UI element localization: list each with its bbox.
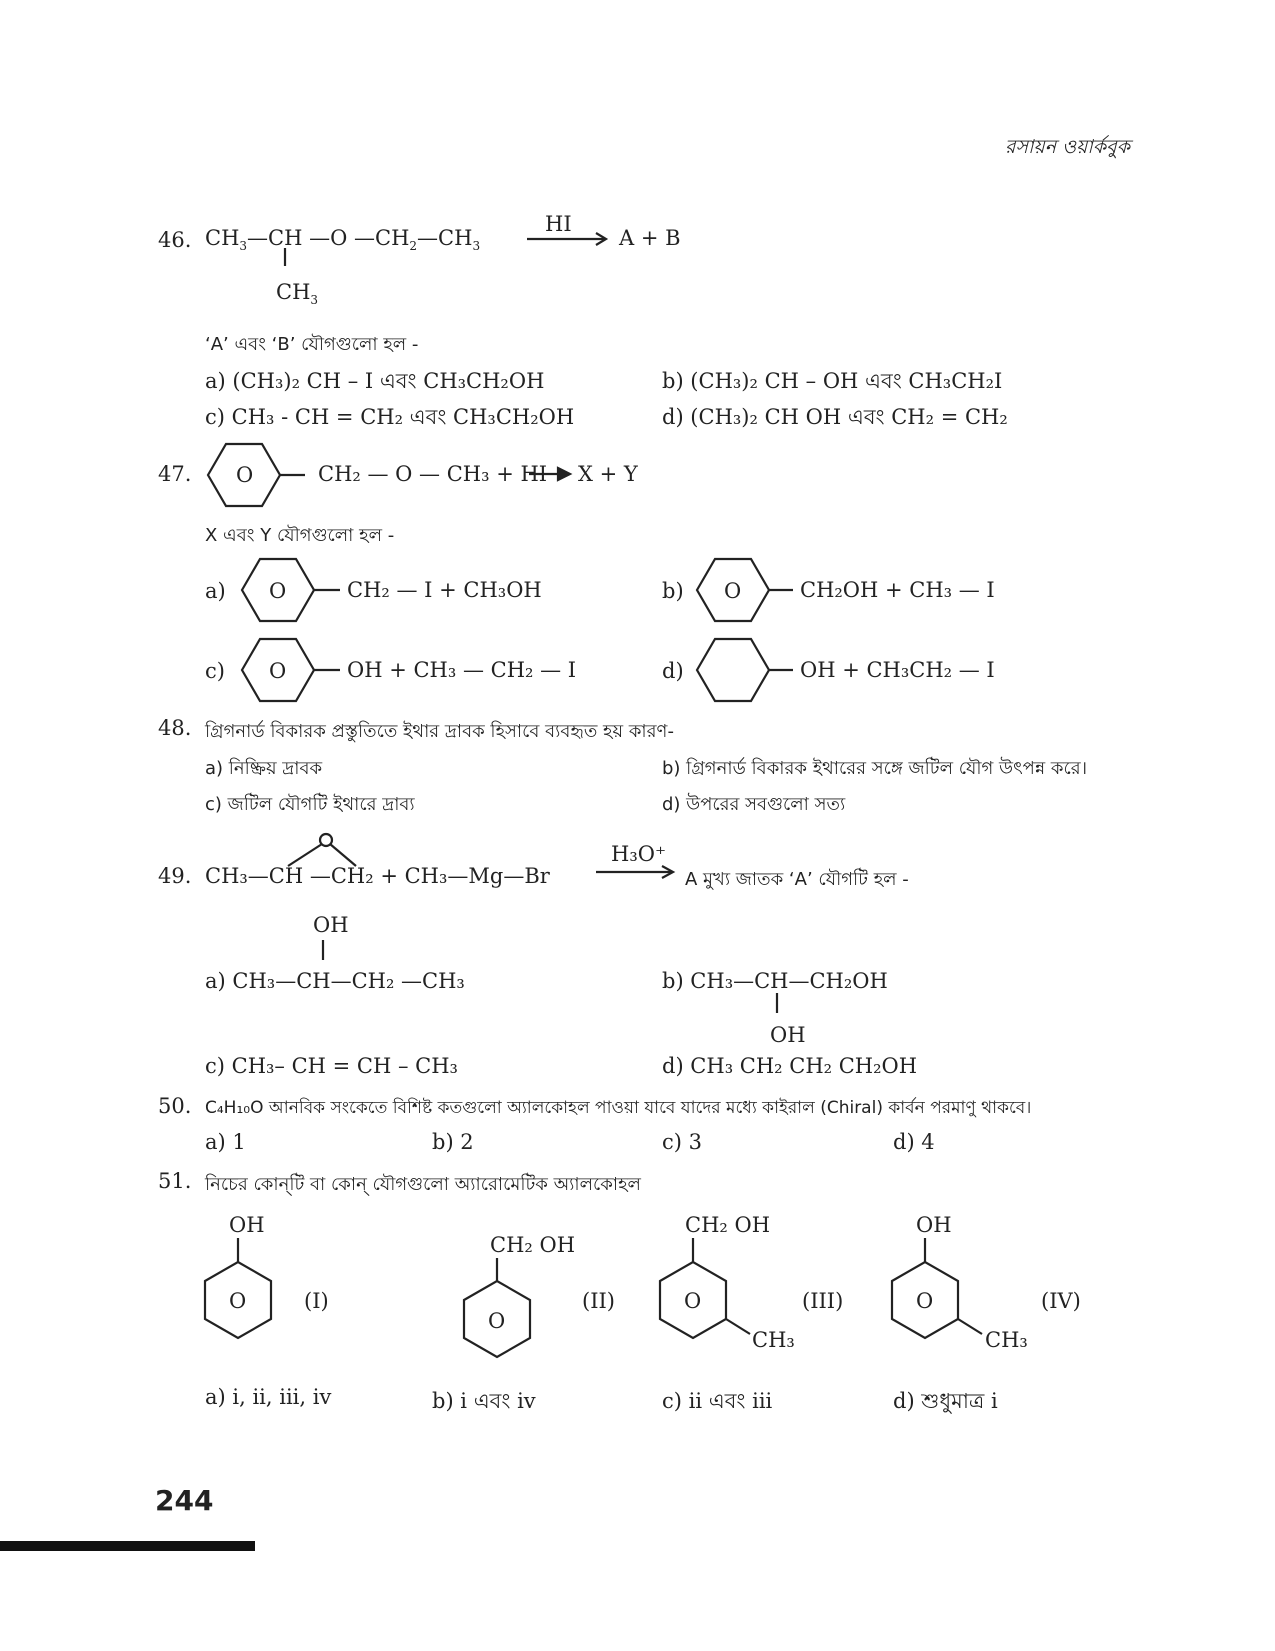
q46-branch-ch3: $CH_3$ (276, 280, 319, 307)
q46-product: A + B (619, 226, 681, 250)
q46-ch3-left: $CH_3$ (205, 226, 248, 253)
q47-stem: X এবং Y যৌগগুলো হল - (205, 525, 395, 546)
q46-ch3-right: $CH_3$ (438, 226, 481, 253)
q51-option-d: d) শুধুমাত্র i (893, 1389, 998, 1413)
q50-option-b: b) 2 (432, 1130, 474, 1154)
q51-stem: নিচের কোন্‌টি বা কোন্‌ যৌগগুলো অ্যারোমেটিক অ্যালকোহল (205, 1174, 641, 1195)
q47-product: X + Y (578, 462, 638, 486)
q47-arrow-head (558, 468, 570, 480)
q47-option-c-ring-label: O (269, 659, 287, 683)
q47-option-a-text: CH₂ — I + CH₃OH (347, 578, 542, 602)
q49-epoxide-bond-left (288, 844, 322, 866)
q49-number: 49. (158, 864, 192, 888)
q50-option-a: a) 1 (205, 1130, 246, 1154)
q46-ch2: $CH_2$ (375, 226, 418, 253)
footer-rule (0, 1541, 255, 1551)
q50-option-d: d) 4 (893, 1130, 935, 1154)
q51-s3-methyl: CH₃ (752, 1328, 795, 1352)
q49-epoxide-bond-right (330, 844, 356, 866)
q47-option-c-text: OH + CH₃ — CH₂ — I (347, 658, 577, 682)
q47-option-d-label: d) (662, 659, 684, 683)
q51-s4-label: (IV) (1041, 1289, 1081, 1313)
q49-option-b-oh: OH (770, 1023, 806, 1047)
q47-option-d-text: OH + CH₃CH₂ — I (800, 658, 995, 682)
q50-stem: C₄H₁₀O আনবিক সংকেতে বিশিষ্ট কতগুলো অ্যালকোহল পাওয়া যাবে যাদের মধ্যে কাইরাল (Chiral) কার্বন পরমাণু থাকবে। (205, 1098, 1032, 1118)
q49-option-d: d) CH₃ CH₂ CH₂ CH₂OH (662, 1054, 918, 1078)
q47-option-b-ring-label: O (724, 579, 742, 603)
q48-option-b: b) গ্রিগনার্ড বিকারক ইথারের সঙ্গে জটিল যৌগ উৎপন্ন করে। (662, 758, 1088, 779)
q51-s2-label: (II) (582, 1289, 615, 1313)
q47-equation: CH₂ — O — CH₃ + HI (318, 462, 548, 486)
q47-option-b-label: b) (662, 579, 684, 603)
q46-stem: ‘A’ এবং ‘B’ যৌগগুলো হল - (205, 334, 419, 355)
q46-option-c: c) CH₃ - CH = CH₂ এবং CH₃CH₂OH (205, 405, 575, 429)
q51-s3-label: (III) (802, 1289, 844, 1313)
q47-option-c-label: c) (205, 659, 225, 683)
q49-option-a-oh: OH (313, 913, 349, 937)
q48-option-d: d) উপরের সবগুলো সত্য (662, 794, 846, 815)
q46-option-b: b) (CH₃)₂ CH – OH এবং CH₃CH₂I (662, 369, 1003, 393)
q51-s3-substituent: CH₂ OH (685, 1213, 771, 1237)
q50-number: 50. (158, 1094, 192, 1118)
q51-s2-substituent: CH₂ OH (490, 1233, 576, 1257)
q47-option-a-label: a) (205, 579, 226, 603)
q51-s1-substituent: OH (229, 1213, 265, 1237)
q51-option-b: b) i এবং iv (432, 1389, 536, 1413)
q51-option-a: a) i, ii, iii, iv (205, 1385, 332, 1409)
q51-s3-methyl-bond (726, 1319, 750, 1334)
q48-option-a: a) নিষ্ক্রিয় দ্রাবক (205, 758, 323, 779)
q47-option-b-text: CH₂OH + CH₃ — I (800, 578, 995, 602)
q51-s1-label: (I) (304, 1289, 329, 1313)
q46-o: O (330, 226, 348, 250)
q51-s4-ring-label: O (916, 1289, 934, 1313)
q47-option-a-ring-label: O (269, 579, 287, 603)
q51-s1-ring-label: O (229, 1289, 247, 1313)
q49-option-b: b) CH₃—CH—CH₂OH (662, 969, 888, 993)
q46-equation: $CH_3—CH$ —O $—CH_2—CH_3$ (205, 226, 481, 253)
q51-s4-methyl: CH₃ (985, 1328, 1028, 1352)
q46-option-d: d) (CH₃)₂ CH OH এবং CH₂ = CH₂ (662, 405, 1008, 429)
q48-option-c: c) জটিল যৌগটি ইথারে দ্রাব্য (205, 794, 415, 815)
q51-option-c: c) ii এবং iii (662, 1389, 773, 1413)
q51-s3-ring-label: O (684, 1289, 702, 1313)
q51-s4-substituent: OH (916, 1213, 952, 1237)
q46-option-a: a) (CH₃)₂ CH – I এবং CH₃CH₂OH (205, 369, 545, 393)
q51-s2-ring-label: O (488, 1309, 506, 1333)
running-title: রসায়ন ওয়ার্কবুক (1005, 136, 1130, 158)
q48-stem: গ্রিগনার্ড বিকারক প্রস্তুতিতে ইথার দ্রাবক হিসাবে ব্যবহৃত হয় কারণ- (205, 721, 674, 742)
q49-equation: CH₃—CH —CH₂ + CH₃—Mg—Br (205, 864, 550, 888)
page-number: 244 (155, 1484, 214, 1517)
q46-reagent: HI (545, 212, 572, 236)
q49-product: A মুখ্য জাতক ‘A’ যৌগটি হল - (685, 869, 909, 890)
q48-number: 48. (158, 716, 192, 740)
q47-ring-label: O (236, 463, 254, 487)
q51-s4-methyl-bond (958, 1319, 982, 1334)
q46-number: 46. (158, 228, 192, 252)
q51-number: 51. (158, 1169, 192, 1193)
q47d-ring (697, 639, 769, 701)
q50-option-c: c) 3 (662, 1130, 702, 1154)
q49-option-a: a) CH₃—CH—CH₂ —CH₃ (205, 969, 465, 993)
q47-number: 47. (158, 462, 192, 486)
q49-option-c: c) CH₃– CH = CH – CH₃ (205, 1054, 458, 1078)
q49-reagent: H₃O⁺ (611, 842, 667, 866)
q46-ch: CH (268, 226, 303, 250)
